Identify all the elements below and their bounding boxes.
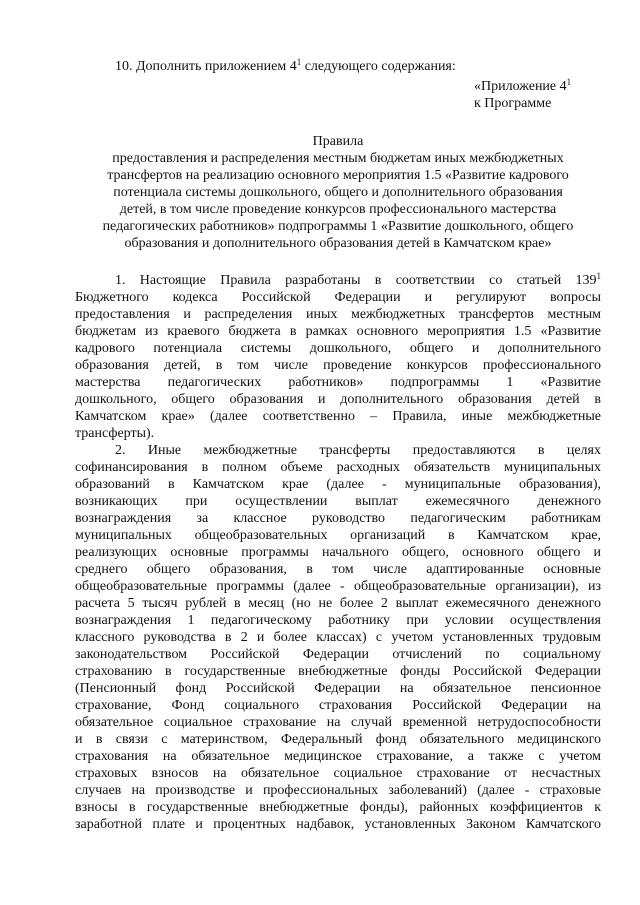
paragraph-line: страхованию в государственные внебюджетные фонды Российской Федерации [75,664,601,679]
paragraph-line: софинансирования в полном объеме расходных обязательств муниципальных [75,460,601,475]
appendix-reference [75,78,601,112]
paragraph-line: предоставления и распределения иных межбюджетных трансфертов местным [75,307,601,322]
paragraph-line: 2. Иные межбюджетные трансферты предоставляются в целях [115,443,601,458]
paragraph-line: бюджетам из краевого бюджета в рамках основного мероприятия 1.5 «Развитие [75,324,601,339]
paragraph-line: страхование, Фонд социального страхования Российской Федерации на [75,698,601,713]
document-title: Правила [312,134,364,149]
paragraph-line: муниципальных общеобразовательных организаций в Камчатском крае, [75,528,601,543]
paragraph-line: страхования на обязательное медицинское страхование, а также с учетом [75,749,601,764]
paragraph-line: среднего общего образования, в том числе адаптированные основные [75,562,601,577]
subtitle-line: потенциала системы дошкольного, общего и дополнительного образования [113,185,563,200]
appendix-label: «Приложение 4 [474,79,567,94]
paragraph-line: мастерства педагогических работников» подпрограммы 1 «Развитие [75,375,601,390]
paragraph-line: законодательством Российской Федерации отчислений по социальному [75,647,601,662]
paragraph-line: взносы в государственные внебюджетные фонды), районных коэффициентов к [75,800,601,815]
paragraph-line: образования детей, в том числе проведение конкурсов профессионального [75,358,601,373]
item-10-heading [75,58,601,75]
paragraph-line: образований в Камчатском крае (далее - муниципальные образования), [75,477,601,492]
item-10-text: 10. Дополнить приложением 4 [115,59,297,74]
paragraph-line: обязательное социальное страхование на случай временной нетрудоспособности [75,715,601,730]
paragraph-line: заработной плате и процентных надбавок, установленных Законом Камчатского [75,817,601,832]
paragraph-line [75,272,601,289]
subtitle-line: предоставления и распределения местным бюджетам иных межбюджетных [112,151,564,166]
paragraph-1 [75,272,601,442]
paragraph-line: Камчатском крае» (далее соответственно – Правила, иные межбюджетные [75,409,601,424]
paragraph-line: (Пенсионный фонд Российской Федерации на обязательное пенсионное [75,681,601,696]
item-10-tail: следующего содержания: [301,59,456,74]
appendix-line-2: к Программе [474,96,552,111]
paragraph-line: общеобразовательные программы (далее - общеобразовательные организации), из [75,579,601,594]
paragraph-line: трансферты). [75,426,155,441]
item-10-superscript: 1 [296,57,302,67]
paragraph-line: страховых взносов на обязательное социальное страхование от несчастных [75,766,601,781]
subtitle-line: детей, в том числе проведение конкурсов профессионального мастерства [119,202,557,217]
subtitle-line: образования и дополнительного образования детей в Камчатском крае» [124,236,552,251]
appendix-line-1 [474,78,601,95]
paragraph-line: реализующих основные программы начального общего, основного общего и [75,545,601,560]
paragraph-line: и в связи с материнством, Федеральный фонд обязательного медицинского [75,732,601,747]
paragraph-line: дошкольного, общего образования и дополнительного образования детей в [75,392,601,407]
paragraph-2 [75,442,601,833]
document-page [75,58,601,833]
paragraph-line: вознаграждения 1 педагогическому работнику при условии осуществления [75,613,601,628]
subtitle-line: трансфертов на реализацию основного мероприятия 1.5 «Развитие кадрового [107,168,569,183]
appendix-superscript: 1 [566,77,572,87]
subtitle-line: педагогических работников» подпрограммы 1 «Развитие дошкольного, общего [102,219,574,234]
paragraph-line: случаев на производстве и профессиональных заболеваний) (далее - страховые [75,783,601,798]
paragraph-line: кадрового потенциала системы дошкольного, общего и дополнительного [75,341,601,356]
paragraph-1-superscript: 1 [596,271,601,281]
paragraph-line: возникающих при осуществлении выплат ежемесячного денежного [75,494,601,509]
paragraph-line: классного руководства в 2 и более классах) с учетом установленных трудовым [75,630,601,645]
paragraph-line: вознаграждения за классное руководство педагогическим работникам [75,511,601,526]
document-subtitle [75,150,601,252]
paragraph-1-first-text: 1. Настоящие Правила разработаны в соответствии со статьей 139 [115,273,597,288]
paragraph-line: расчета 5 тысяч рублей в месяц (но не более 2 выплат ежемесячного денежного [75,596,601,611]
paragraph-line: Бюджетного кодекса Российской Федерации и регулируют вопросы [75,290,601,305]
